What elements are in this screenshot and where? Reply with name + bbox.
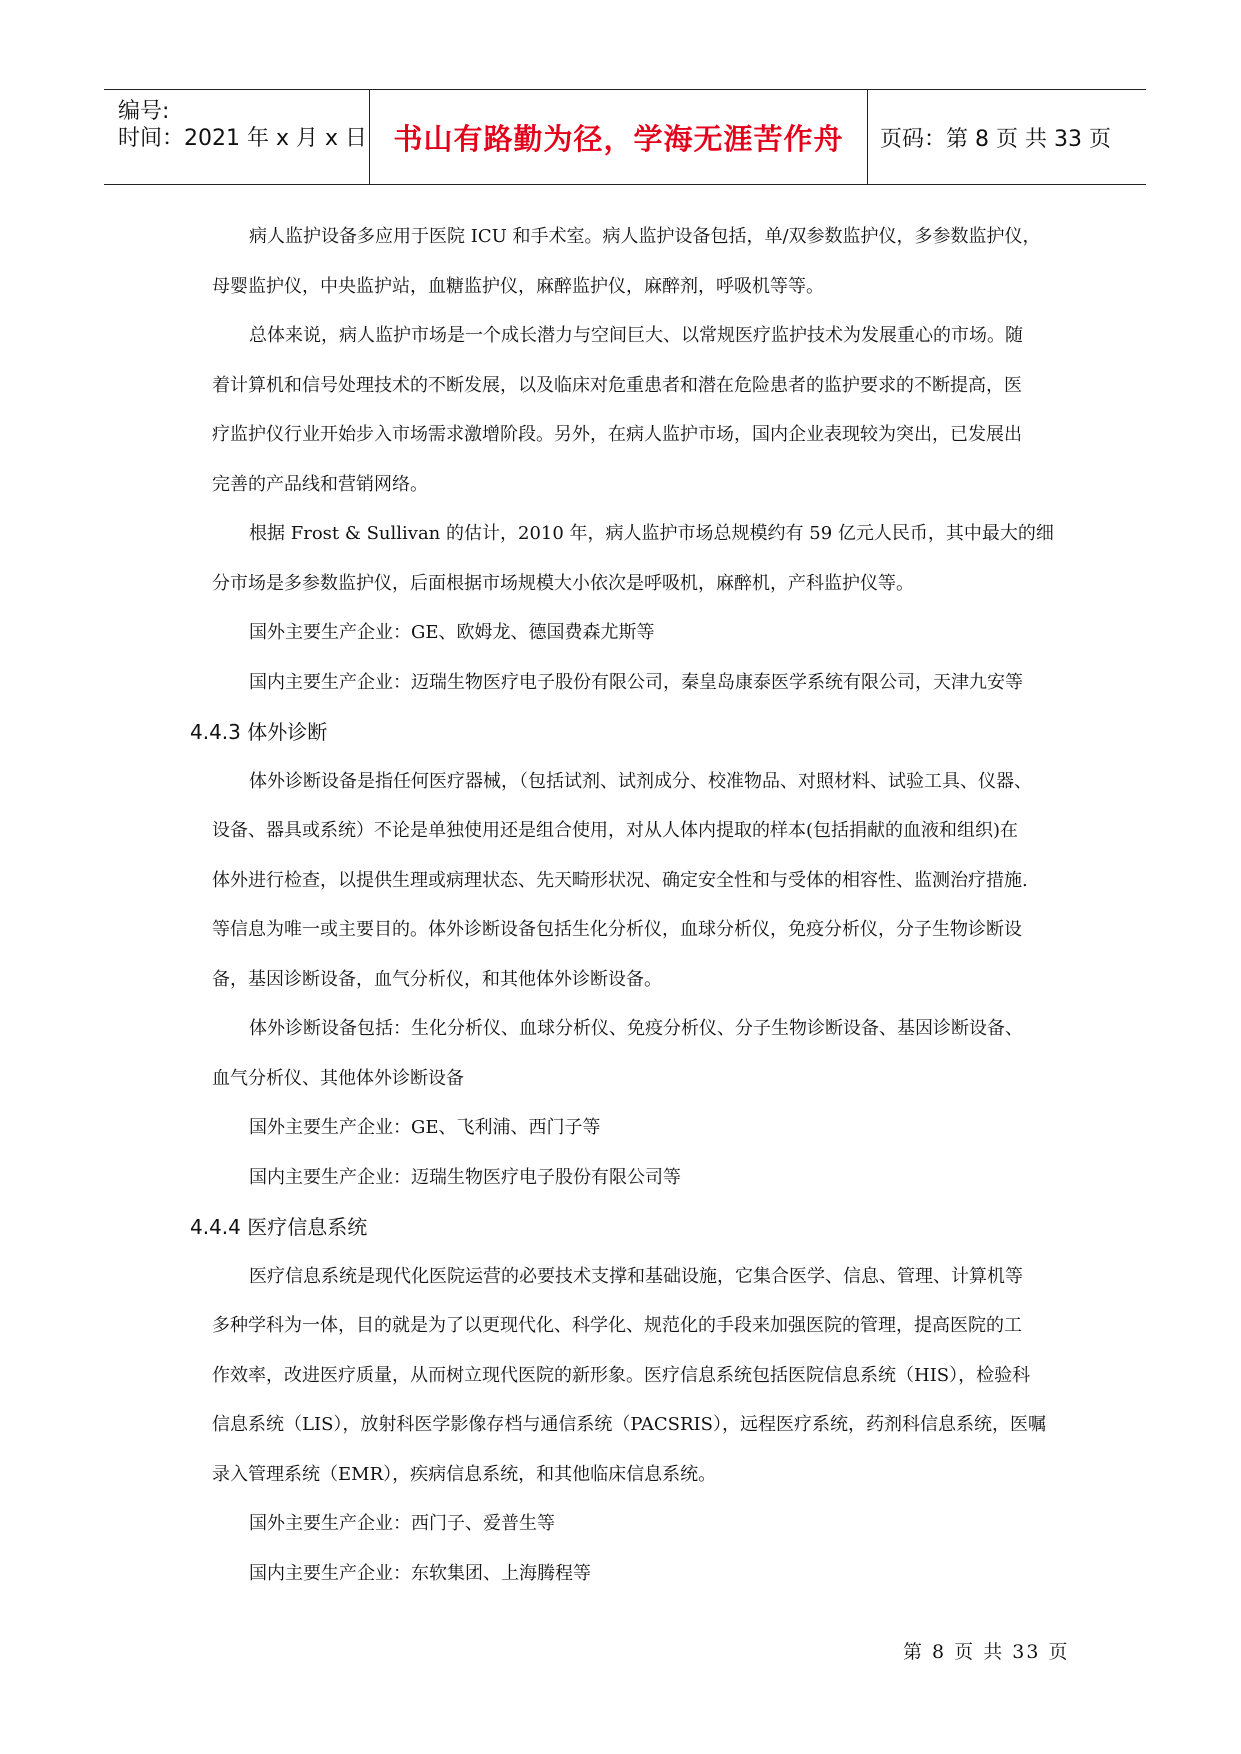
paragraph-line: 等信息为唯一或主要目的。体外诊断设备包括生化分析仪，血球分析仪，免疫分析仪，分子生物诊断设 xyxy=(212,919,1022,940)
paragraph-line: 总体来说，病人监护市场是一个成长潜力与空间巨大、以常规医疗监护技术为发展重心的市场。随 xyxy=(249,325,1023,346)
paragraph-line: 备，基因诊断设备，血气分析仪，和其他体外诊断设备。 xyxy=(212,968,662,990)
paragraph-line: 多种学科为一体，目的就是为了以更现代化、科学化、规范化的手段来加强医院的管理，提高医院的工 xyxy=(212,1315,1022,1336)
header-left-cell xyxy=(104,90,369,184)
page-footer-number: 第 8 页 共 33 页 xyxy=(903,1641,1070,1663)
header-motto-cell xyxy=(369,90,868,184)
paragraph-line: 国外主要生产企业：西门子、爱普生等 xyxy=(249,1513,555,1534)
paragraph-line: 国外主要生产企业：GE、欧姆龙、德国费森尤斯等 xyxy=(249,622,655,643)
paragraph-line: 体外诊断设备是指任何医疗器械，（包括试剂、试剂成分、校准物品、对照材料、试验工具、仪器、 xyxy=(249,770,1032,792)
paragraph-line: 疗监护仪行业开始步入市场需求激增阶段。另外，在病人监护市场，国内企业表现较为突出，已发展出 xyxy=(212,424,1022,445)
paragraph-line: 国内主要生产企业：东软集团、上海腾程等 xyxy=(249,1562,591,1584)
paragraph-line: 录入管理系统（EMR），疾病信息系统，和其他临床信息系统。 xyxy=(212,1463,717,1485)
paragraph-line: 国内主要生产企业：迈瑞生物医疗电子股份有限公司等 xyxy=(249,1166,681,1188)
motto-text: 书山有路勤为径，学海无涯苦作舟 xyxy=(393,121,844,156)
paragraph-line: 国内主要生产企业：迈瑞生物医疗电子股份有限公司，秦皇岛康泰医学系统有限公司，天津九安等 xyxy=(249,671,1023,693)
paragraph-line: 根据 Frost & Sullivan 的估计，2010 年，病人监护市场总规模约有 59 亿元人民币，其中最大的细 xyxy=(249,523,1054,544)
paragraph-line: 体外进行检查，以提供生理或病理状态、先天畸形状况、确定安全性和与受体的相容性、监测治疗措施. xyxy=(212,869,1028,891)
paragraph-line: 设备、器具或系统）不论是单独使用还是组合使用，对从人体内提取的样本(包括捐献的血液和组织)在 xyxy=(212,820,1019,841)
section-heading-4-4-3: 4.4.3 体外诊断 xyxy=(190,720,328,744)
page-code-text: 页码：第 8 页 共 33 页 xyxy=(880,126,1111,152)
section-heading-4-4-4: 4.4.4 医疗信息系统 xyxy=(190,1215,368,1239)
header-page-code-cell xyxy=(868,90,1146,184)
document-number-label: 编号: xyxy=(118,99,170,124)
paragraph-line: 作效率，改进医疗质量，从而树立现代医院的新形象。医疗信息系统包括医院信息系统（HIS），检验科 xyxy=(212,1364,1031,1386)
paragraph-line: 体外诊断设备包括：生化分析仪、血球分析仪、免疫分析仪、分子生物诊断设备、基因诊断设备、 xyxy=(249,1018,1023,1039)
paragraph-line: 病人监护设备多应用于医院 ICU 和手术室。病人监护设备包括，单/双参数监护仪，多参数监护仪， xyxy=(249,226,1041,247)
document-time-label: 时间：2021 年 x 月 x 日 xyxy=(118,126,367,151)
paragraph-line: 血气分析仪、其他体外诊断设备 xyxy=(212,1067,464,1089)
page-header xyxy=(104,89,1146,185)
paragraph-line: 完善的产品线和营销网络。 xyxy=(212,473,428,495)
paragraph-line: 国外主要生产企业：GE、飞利浦、西门子等 xyxy=(249,1117,601,1138)
paragraph-line: 母婴监护仪，中央监护站，血糖监护仪，麻醉监护仪，麻醉剂，呼吸机等等。 xyxy=(212,275,824,297)
paragraph-line: 着计算机和信号处理技术的不断发展，以及临床对危重患者和潜在危险患者的监护要求的不断提高，医 xyxy=(212,374,1022,396)
document-body xyxy=(190,222,1072,1608)
paragraph-line: 信息系统（LIS），放射科医学影像存档与通信系统（PACSRIS），远程医疗系统，药剂科信息系统，医嘱 xyxy=(212,1414,1046,1435)
paragraph-line: 分市场是多参数监护仪，后面根据市场规模大小依次是呼吸机，麻醉机，产科监护仪等。 xyxy=(212,572,914,594)
paragraph-line: 医疗信息系统是现代化医院运营的必要技术支撑和基础设施，它集合医学、信息、管理、计算机等 xyxy=(249,1265,1023,1287)
